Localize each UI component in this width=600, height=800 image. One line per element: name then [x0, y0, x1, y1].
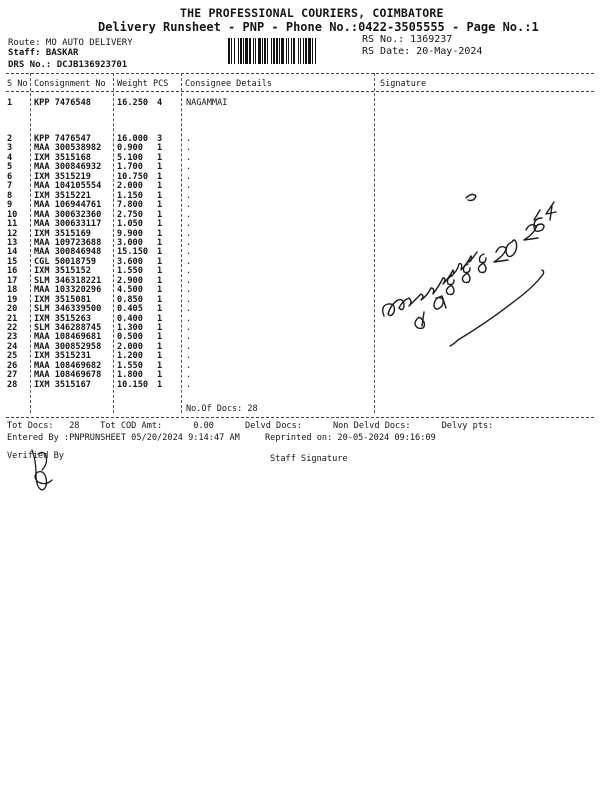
cell-consignee: .	[186, 379, 192, 390]
cell-consignee: .	[186, 360, 192, 371]
cell-weight: 1.700	[117, 162, 143, 173]
cell-consignment: MAA 109723688	[34, 237, 102, 248]
cell-weight: 2.000	[117, 341, 143, 352]
cell-consignee: .	[186, 190, 192, 201]
cell-pcs: 1	[157, 200, 163, 211]
cell-consignment: MAA 300846948	[34, 247, 102, 258]
cell-sno: 9	[7, 200, 13, 211]
cell-sno: 2	[7, 134, 13, 144]
handwritten-signature	[370, 168, 570, 368]
cell-consignment: MAA 300632360	[34, 209, 102, 220]
table-header-rule	[6, 91, 594, 92]
cell-sno: 25	[7, 351, 18, 362]
cell-consignment: MAA 108469681	[34, 332, 102, 343]
cell-weight: 16.000	[117, 134, 149, 144]
cell-weight: 0.900	[117, 143, 143, 154]
verified-by-signature	[26, 446, 76, 496]
staff-signature-label: Staff Signature	[270, 454, 348, 464]
cell-pcs: 1	[157, 379, 163, 390]
cell-pcs: 1	[157, 256, 163, 267]
cell-pcs: 1	[157, 237, 163, 248]
cell-pcs: 1	[157, 190, 163, 201]
cell-weight: 1.050	[117, 219, 143, 230]
cell-pcs: 1	[157, 323, 163, 333]
company-title: THE PROFESSIONAL COURIERS, COIMBATORE	[180, 6, 444, 20]
rs-date: RS Date: 20-May-2024	[362, 46, 483, 57]
cell-consignee: .	[186, 313, 192, 324]
cell-sno: 10	[7, 209, 18, 220]
cell-consignee: .	[186, 162, 192, 173]
cell-consignment: IXM 3515219	[34, 171, 91, 182]
cell-consignee: .	[186, 351, 192, 362]
cell-weight: 2.900	[117, 275, 143, 286]
cell-sno: 6	[7, 171, 13, 182]
table-top-rule	[6, 73, 594, 74]
cell-sno: 8	[7, 190, 13, 201]
cell-consignment: KPP 7476548	[34, 98, 91, 108]
drs-number: DRS No.: DCJB136923701	[8, 60, 128, 70]
cell-pcs: 3	[157, 134, 163, 144]
cell-consignee: .	[186, 181, 192, 192]
cell-consignee: .	[186, 256, 192, 267]
cell-sno: 5	[7, 162, 13, 173]
cell-consignment: IXM 3515231	[34, 351, 91, 362]
cell-pcs: 1	[157, 304, 163, 315]
cell-pcs: 1	[157, 313, 163, 324]
cell-consignee: .	[186, 219, 192, 230]
reprinted-on: Reprinted on: 20-05-2024 09:16:09	[265, 433, 436, 443]
verified-by-label: Verified By	[7, 451, 64, 461]
cell-consignment: MAA 300846932	[34, 162, 102, 173]
cell-pcs: 1	[157, 266, 163, 277]
cell-consignee: .	[186, 341, 192, 352]
cell-sno: 12	[7, 228, 18, 239]
cell-sno: 19	[7, 294, 18, 305]
cell-weight: 10.750	[117, 171, 149, 182]
cell-pcs: 1	[157, 209, 163, 220]
cell-pcs: 1	[157, 351, 163, 362]
cell-weight: 2.000	[117, 181, 143, 192]
cell-consignee: .	[186, 134, 192, 144]
cell-sno: 23	[7, 332, 18, 343]
cell-consignment: MAA 104105554	[34, 181, 102, 192]
cell-weight: 1.300	[117, 323, 143, 333]
cell-sno: 26	[7, 360, 18, 371]
cell-pcs: 1	[157, 360, 163, 371]
cell-sno: 4	[7, 152, 13, 163]
cell-consignment: CGL 50018759	[34, 256, 97, 267]
cell-consignee: .	[186, 323, 192, 333]
cell-sno: 11	[7, 219, 18, 230]
cell-consignment: MAA 108469682	[34, 360, 102, 371]
totals-line: Tot Docs: 28 Tot COD Amt: 0.00 Delvd Docs: Non Delvd Docs: Delvy pts:	[7, 421, 494, 431]
cell-consignee: .	[186, 266, 192, 277]
cell-pcs: 1	[157, 332, 163, 343]
staff-label: Staff: BASKAR	[8, 48, 79, 58]
cell-consignment: IXM 3515168	[34, 152, 91, 163]
cell-weight: 0.500	[117, 332, 143, 343]
cell-sno: 18	[7, 285, 18, 296]
cell-consignee: .	[186, 275, 192, 286]
cell-consignment: MAA 300852958	[34, 341, 102, 352]
cell-consignment: KPP 7476547	[34, 134, 91, 144]
runsheet-title: Delivery Runsheet - PNP - Phone No.:0422-3505555 - Page No.:1	[98, 20, 539, 34]
cell-consignment: MAA 300633117	[34, 219, 102, 230]
cell-weight: 10.150	[117, 379, 149, 390]
cell-consignment: MAA 108469678	[34, 370, 102, 381]
cell-consignment: MAA 103320296	[34, 285, 102, 296]
cell-pcs: 1	[157, 219, 163, 230]
col-separator	[181, 73, 182, 413]
cell-pcs: 1	[157, 162, 163, 173]
cell-sno: 28	[7, 379, 18, 390]
cell-consignment: MAA 300538982	[34, 143, 102, 154]
cell-sno: 21	[7, 313, 18, 324]
cell-consignee: .	[186, 209, 192, 220]
rs-number: RS No.: 1369237	[362, 34, 453, 45]
col-header-consignee: Consignee Details	[185, 79, 272, 89]
cell-weight: 9.900	[117, 228, 143, 239]
cell-pcs: 1	[157, 247, 163, 258]
cell-consignee: .	[186, 200, 192, 211]
cell-pcs: 1	[157, 228, 163, 239]
cell-weight: 0.850	[117, 294, 143, 305]
col-header-weight: Weight	[117, 79, 148, 89]
col-separator	[113, 73, 114, 413]
entered-by: Entered By :PNPRUNSHEET 05/20/2024 9:14:47 AM	[7, 433, 240, 443]
cell-weight: 3.000	[117, 237, 143, 248]
cell-pcs: 1	[157, 181, 163, 192]
cell-consignee: .	[186, 237, 192, 248]
cell-consignment: IXM 3515152	[34, 266, 91, 277]
cell-consignee: .	[186, 285, 192, 296]
cell-sno: 17	[7, 275, 18, 286]
col-header-signature: Signature	[380, 79, 427, 89]
cell-weight: 15.150	[117, 247, 149, 258]
cell-consignee: .	[186, 143, 192, 154]
col-separator	[30, 73, 31, 413]
col-header-pcs: PCS	[153, 79, 169, 89]
cell-consignment: IXM 3515169	[34, 228, 91, 239]
cell-pcs: 1	[157, 370, 163, 381]
cell-weight: 1.550	[117, 266, 143, 277]
cell-pcs: 1	[157, 341, 163, 352]
cell-weight: 1.800	[117, 370, 143, 381]
cell-pcs: 1	[157, 152, 163, 163]
cell-pcs: 1	[157, 285, 163, 296]
cell-weight: 1.200	[117, 351, 143, 362]
cell-pcs: 1	[157, 143, 163, 154]
col-header-consignment: Consignment No	[34, 79, 106, 89]
cell-consignment: IXM 3515221	[34, 190, 91, 201]
cell-sno: 16	[7, 266, 18, 277]
no-of-docs: No.Of Docs: 28	[186, 404, 258, 414]
cell-weight: 0.400	[117, 313, 143, 324]
col-header-sno: S No	[7, 79, 28, 89]
cell-weight: 1.550	[117, 360, 143, 371]
cell-weight: 0.405	[117, 304, 143, 315]
cell-consignment: IXM 3515081	[34, 294, 91, 305]
cell-consignee: .	[186, 294, 192, 305]
cell-weight: 1.150	[117, 190, 143, 201]
cell-consignment: SLM 346288745	[34, 323, 102, 333]
table-bottom-rule	[6, 417, 594, 418]
cell-sno: 14	[7, 247, 18, 258]
route-label: Route: MO AUTO DELIVERY	[8, 38, 133, 48]
cell-sno: 13	[7, 237, 18, 248]
cell-sno: 15	[7, 256, 18, 267]
barcode-image	[228, 38, 356, 64]
cell-weight: 2.750	[117, 209, 143, 220]
cell-consignment: IXM 3515263	[34, 313, 91, 324]
cell-consignee: .	[186, 332, 192, 343]
cell-sno: 7	[7, 181, 13, 192]
cell-pcs: 1	[157, 275, 163, 286]
cell-weight: 16.250	[117, 98, 149, 108]
cell-consignment: MAA 106944761	[34, 200, 102, 211]
cell-consignee: .	[186, 152, 192, 163]
cell-weight: 4.500	[117, 285, 143, 296]
cell-pcs: 1	[157, 171, 163, 182]
cell-sno: 24	[7, 341, 18, 352]
cell-consignment: IXM 3515167	[34, 379, 91, 390]
cell-pcs: 4	[157, 98, 163, 108]
cell-weight: 3.600	[117, 256, 143, 267]
cell-consignee: .	[186, 228, 192, 239]
cell-consignee: .	[186, 304, 192, 315]
cell-pcs: 1	[157, 294, 163, 305]
cell-consignee: .	[186, 171, 192, 182]
cell-sno: 22	[7, 323, 18, 333]
cell-consignee: .	[186, 247, 192, 258]
cell-consignee: .	[186, 370, 192, 381]
cell-sno: 3	[7, 143, 13, 154]
cell-sno: 27	[7, 370, 18, 381]
cell-consignment: SLM 346339500	[34, 304, 102, 315]
cell-weight: 7.800	[117, 200, 143, 211]
cell-weight: 5.100	[117, 152, 143, 163]
cell-sno: 1	[7, 98, 13, 108]
cell-consignment: SLM 346318221	[34, 275, 102, 286]
cell-consignee: NAGAMMAI	[186, 98, 228, 108]
cell-sno: 20	[7, 304, 18, 315]
